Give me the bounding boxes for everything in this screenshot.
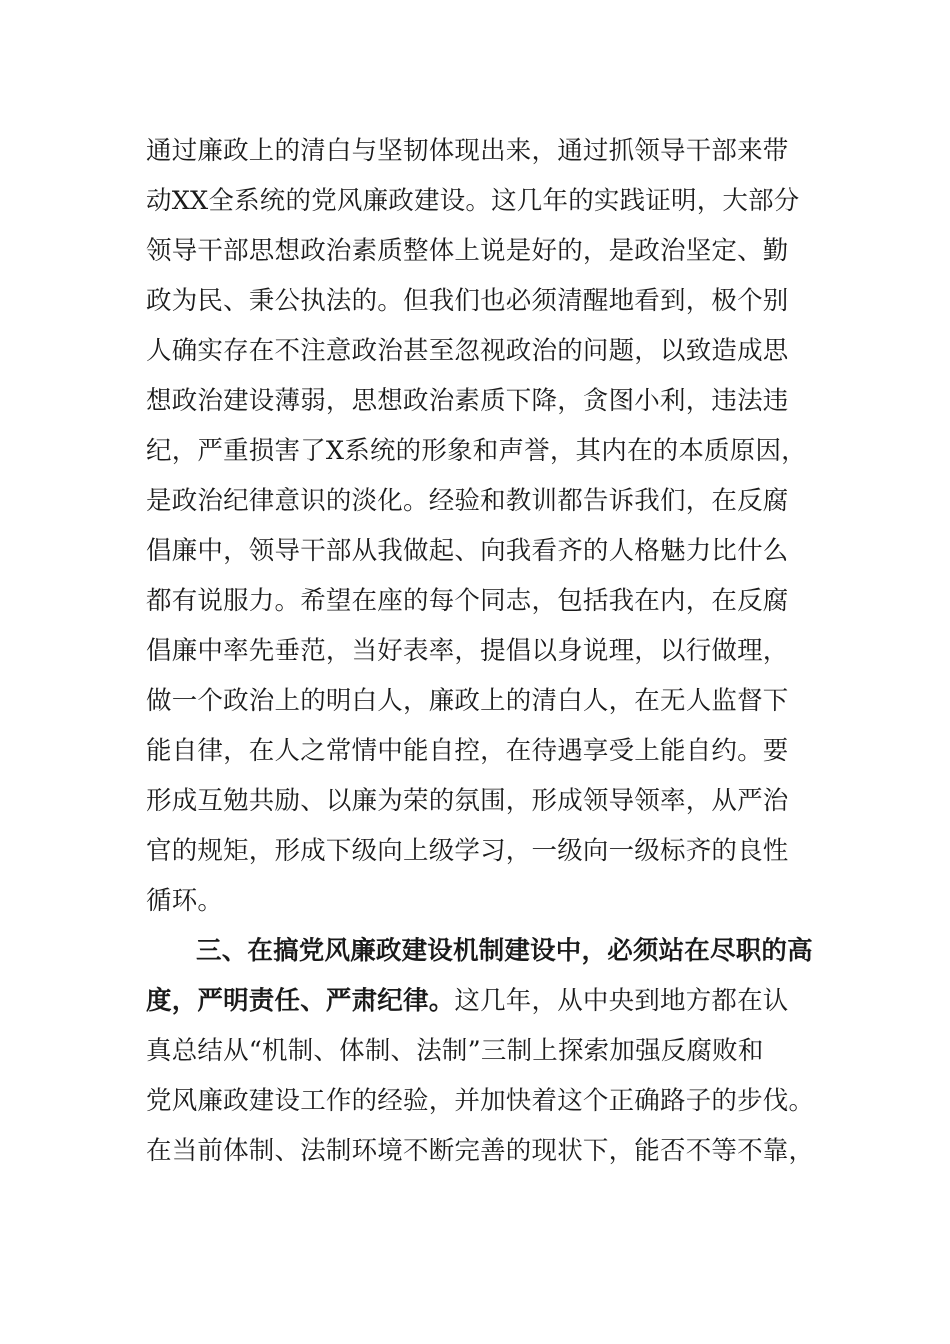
text-line: 倡廉中，领导干部从我做起、向我看齐的人格魅力比什么 [146, 536, 789, 566]
text-line: 在当前体制、法制环境不断完善的现状下，能否不等不靠， [146, 1136, 815, 1166]
text-line-rest: 这几年，从中央到地方都在认 [454, 986, 789, 1016]
text-line: 形成互勉共励、以廉为荣的氛围，形成领导领率，从严治 [146, 786, 789, 816]
section-heading-end: 度，严明责任、严肃纪律。 [146, 986, 455, 1016]
text-line: 党风廉政建设工作的经验，并加快着这个正确路子的步伐。 [146, 1086, 815, 1116]
text-line: 通过廉政上的清白与坚韧体现出来，通过抓领导干部来带 [146, 136, 789, 166]
text-line: 都有说服力。希望在座的每个同志，包括我在内，在反腐 [146, 586, 789, 616]
text-line: 真总结从“机制、体制、法制”三制上探索加强反腐败和 [146, 1036, 764, 1066]
text-line [146, 976, 816, 1026]
text-line: 动XX全系统的党风廉政建设。这几年的实践证明，大部分 [146, 186, 800, 216]
paragraph-1 [146, 126, 816, 926]
text-line: 做一个政治上的明白人，廉政上的清白人，在无人监督下 [146, 686, 789, 716]
text-line: 领导干部思想政治素质整体上说是好的，是政治坚定、勤 [146, 236, 789, 266]
text-line: 循环。 [146, 886, 224, 916]
text-line: 想政治建设薄弱，思想政治素质下降，贪图小利，违法违 [146, 386, 789, 416]
text-line: 能自律，在人之常情中能自控，在待遇享受上能自约。要 [146, 736, 789, 766]
section-heading-line: 三、在搞党风廉政建设机制建设中，必须站在尽职的高 [196, 936, 813, 966]
document-body [146, 126, 816, 1176]
text-line: 官的规矩，形成下级向上级学习，一级向一级标齐的良性 [146, 836, 789, 866]
paragraph-2 [146, 926, 816, 1176]
text-line: 人确实存在不注意政治甚至忽视政治的问题，以致造成思 [146, 336, 789, 366]
text-line: 纪，严重损害了X系统的形象和声誉，其内在的本质原因， [146, 436, 807, 466]
text-line: 倡廉中率先垂范，当好表率，提倡以身说理，以行做理， [146, 636, 789, 666]
text-line: 是政治纪律意识的淡化。经验和教训都告诉我们，在反腐 [146, 486, 789, 516]
text-line: 政为民、秉公执法的。但我们也必须清醒地看到，极个别 [146, 286, 789, 316]
